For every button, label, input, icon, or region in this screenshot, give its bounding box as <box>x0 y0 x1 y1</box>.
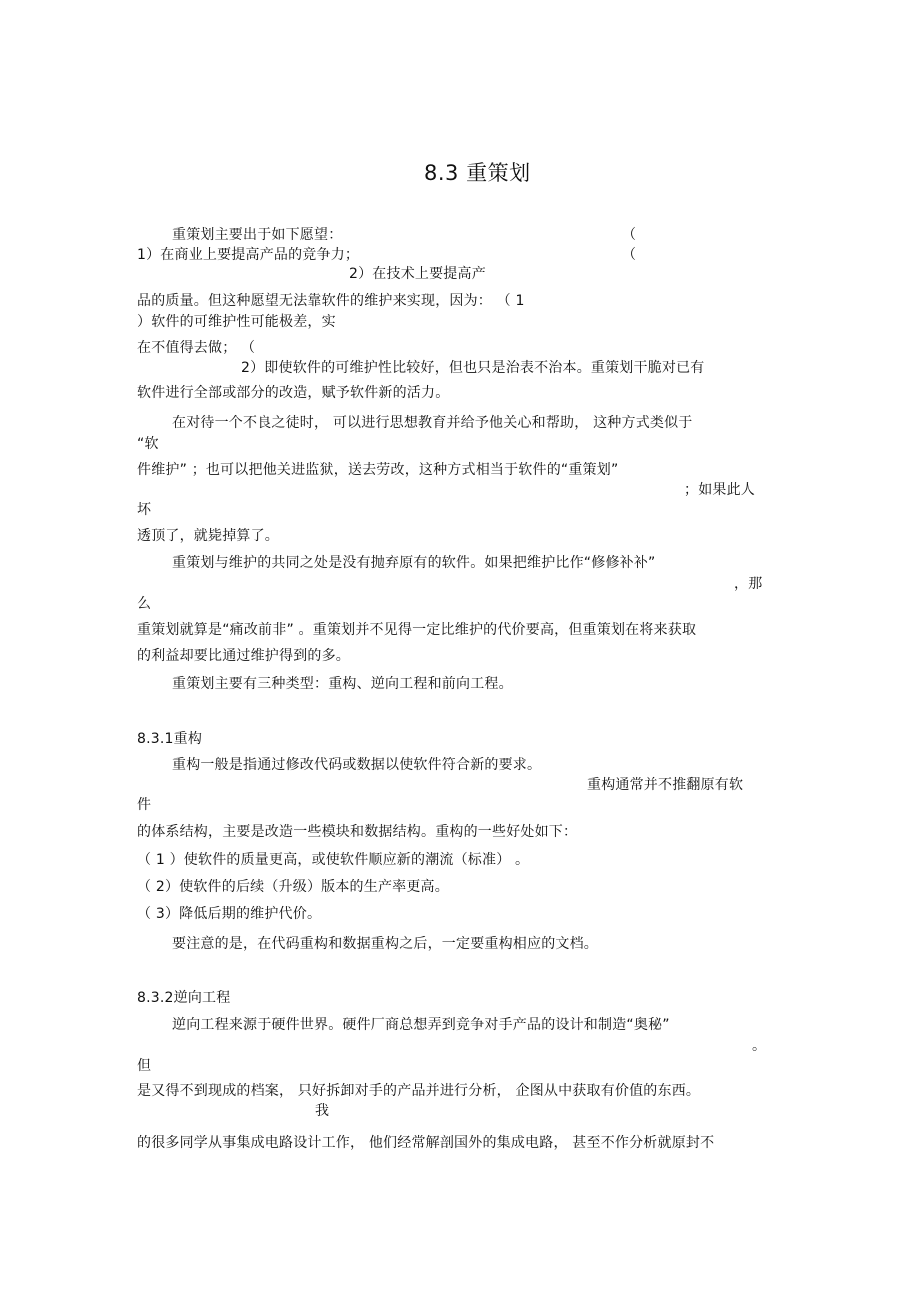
text-line: 。 <box>752 1038 767 1054</box>
text-line: 在不值得去做； （ <box>137 340 256 356</box>
list-item: （ 2）使软件的后续（升级）版本的生产率更高。 <box>137 879 449 895</box>
text-line: ）软件的可维护性可能极差，实 <box>137 314 336 330</box>
text-line: “软 <box>137 436 159 452</box>
text-line: 要注意的是，在代码重构和数据重构之后，一定要重构相应的文档。 <box>172 936 598 952</box>
text-line: 品的质量。但这种愿望无法靠软件的维护来实现，因为： （ 1 <box>137 293 525 309</box>
text-line: 么 <box>137 596 152 612</box>
text-line: 的利益却要比通过维护得到的多。 <box>137 648 350 664</box>
text-line: 重策划与维护的共同之处是没有抛弃原有的软件。如果把维护比作“修修补补” <box>172 555 656 571</box>
text-line: 重构一般是指通过修改代码或数据以使软件符合新的要求。 <box>172 757 542 773</box>
text-line: 2）在技术上要提高产 <box>349 266 486 282</box>
text-line: 逆向工程来源于硬件世界。硬件厂商总想弄到竞争对手产品的设计和制造“奥秘” <box>172 1017 670 1033</box>
text-line: 重策划主要出于如下愿望： <box>172 227 343 243</box>
text-line: 重策划就算是“痛改前非” 。重策划并不见得一定比维护的代价要高，但重策划在将来获取 <box>137 622 697 638</box>
text-line: ，那 <box>734 576 763 592</box>
text-line: （ <box>622 227 637 243</box>
text-line: 在对待一个不良之徒时， 可以进行思想教育并给予他关心和帮助， 这种方式类似于 <box>172 415 693 431</box>
section-heading: 8.3.1重构 <box>137 731 203 747</box>
text-line: 1）在商业上要提高产品的竞争力； <box>137 247 360 263</box>
section-heading: 8.3.2逆向工程 <box>137 990 231 1006</box>
text-line: 坏 <box>137 502 152 518</box>
text-line: 重策划主要有三种类型：重构、逆向工程和前向工程。 <box>172 676 513 692</box>
text-line: 软件进行全部或部分的改造，赋予软件新的活力。 <box>137 385 450 401</box>
text-line: （ <box>622 247 637 263</box>
text-line: 重构通常并不推翻原有软 <box>587 777 744 793</box>
text-line: 的很多同学从事集成电路设计工作， 他们经常解剖国外的集成电路， 甚至不作分析就原封不 <box>137 1135 715 1151</box>
text-line: 是又得不到现成的档案， 只好拆卸对手的产品并进行分析， 企图从中获取有价值的东西。 <box>137 1083 701 1099</box>
list-item: （ 1 ）使软件的质量更高，或使软件顺应新的潮流（标准） 。 <box>137 852 530 868</box>
text-line: 透顶了，就毙掉算了。 <box>137 528 279 544</box>
text-line: 2）即使软件的可维护性比较好，但也只是治表不治本。重策划干脆对已有 <box>241 360 705 376</box>
text-line: 件维护” ；也可以把他关进监狱，送去劳改，这种方式相当于软件的“重策划” <box>137 462 619 478</box>
text-line: 我 <box>315 1103 330 1119</box>
text-line: 的体系结构，主要是改造一些模块和数据结构。重构的一些好处如下： <box>137 824 578 840</box>
text-line: 但 <box>137 1058 152 1074</box>
text-line: 件 <box>137 797 152 813</box>
text-line: ；如果此人 <box>684 482 755 498</box>
page-title: 8.3 重策划 <box>424 161 531 185</box>
list-item: （ 3）降低后期的维护代价。 <box>137 906 322 922</box>
